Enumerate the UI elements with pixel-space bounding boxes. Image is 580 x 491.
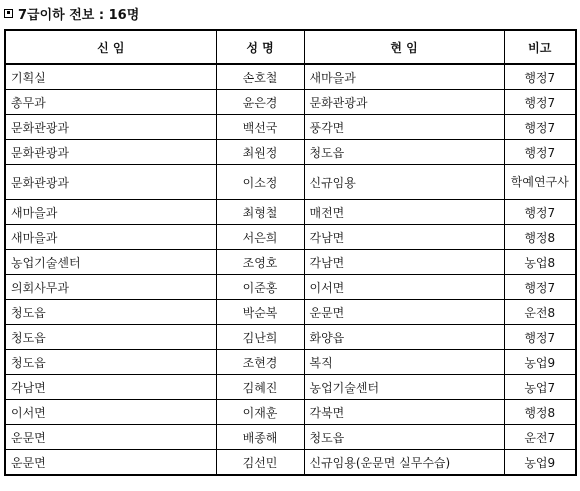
cell-name: 김선민 bbox=[216, 450, 304, 476]
table-row bbox=[5, 400, 576, 425]
cell-new-post: 새마을과 bbox=[5, 225, 216, 250]
cell-current-post: 신규임용 bbox=[304, 165, 504, 200]
cell-new-post: 청도읍 bbox=[5, 300, 216, 325]
cell-note: 운전7 bbox=[504, 425, 576, 450]
cell-new-post: 의회사무과 bbox=[5, 275, 216, 300]
cell-note: 행정7 bbox=[504, 64, 576, 90]
cell-note: 농업8 bbox=[504, 250, 576, 275]
cell-current-post: 농업기술센터 bbox=[304, 375, 504, 400]
cell-current-post: 새마을과 bbox=[304, 64, 504, 90]
cell-new-post: 운문면 bbox=[5, 450, 216, 476]
table-header-row bbox=[5, 30, 576, 64]
table-row bbox=[5, 165, 576, 200]
table-row bbox=[5, 200, 576, 225]
section-heading bbox=[4, 4, 139, 22]
table-row bbox=[5, 90, 576, 115]
cell-name: 최형철 bbox=[216, 200, 304, 225]
cell-note: 행정7 bbox=[504, 140, 576, 165]
cell-new-post: 농업기술센터 bbox=[5, 250, 216, 275]
table-row bbox=[5, 225, 576, 250]
cell-name: 이재훈 bbox=[216, 400, 304, 425]
cell-current-post: 이서면 bbox=[304, 275, 504, 300]
cell-current-post: 각남면 bbox=[304, 250, 504, 275]
cell-note: 행정7 bbox=[504, 200, 576, 225]
cell-current-post: 복직 bbox=[304, 350, 504, 375]
cell-name: 백선국 bbox=[216, 115, 304, 140]
cell-name: 김혜진 bbox=[216, 375, 304, 400]
cell-note: 학예연구사 bbox=[504, 165, 576, 200]
cell-note: 운전8 bbox=[504, 300, 576, 325]
cell-new-post: 문화관광과 bbox=[5, 115, 216, 140]
transfer-table bbox=[4, 29, 577, 476]
cell-new-post: 운문면 bbox=[5, 425, 216, 450]
table-row bbox=[5, 275, 576, 300]
cell-current-post: 매전면 bbox=[304, 200, 504, 225]
cell-name: 배종해 bbox=[216, 425, 304, 450]
cell-name: 최원정 bbox=[216, 140, 304, 165]
cell-new-post: 새마을과 bbox=[5, 200, 216, 225]
cell-note: 행정7 bbox=[504, 115, 576, 140]
cell-note: 농업7 bbox=[504, 375, 576, 400]
cell-name: 윤은경 bbox=[216, 90, 304, 115]
header-note: 비고 bbox=[504, 30, 576, 64]
cell-new-post: 총무과 bbox=[5, 90, 216, 115]
cell-name: 서은희 bbox=[216, 225, 304, 250]
cell-note: 농업9 bbox=[504, 350, 576, 375]
cell-current-post: 풍각면 bbox=[304, 115, 504, 140]
header-new-post: 신 임 bbox=[5, 30, 216, 64]
table-row bbox=[5, 140, 576, 165]
cell-name: 조현경 bbox=[216, 350, 304, 375]
table-row bbox=[5, 450, 576, 476]
cell-current-post: 문화관광과 bbox=[304, 90, 504, 115]
cell-note: 행정8 bbox=[504, 225, 576, 250]
cell-note: 행정7 bbox=[504, 325, 576, 350]
table-row bbox=[5, 64, 576, 90]
cell-name: 손호철 bbox=[216, 64, 304, 90]
table-row bbox=[5, 250, 576, 275]
header-current-post: 현 임 bbox=[304, 30, 504, 64]
cell-new-post: 이서면 bbox=[5, 400, 216, 425]
cell-current-post: 각북면 bbox=[304, 400, 504, 425]
table-row bbox=[5, 300, 576, 325]
cell-name: 이소정 bbox=[216, 165, 304, 200]
cell-new-post: 각남면 bbox=[5, 375, 216, 400]
cell-new-post: 문화관광과 bbox=[5, 165, 216, 200]
table-row bbox=[5, 325, 576, 350]
cell-current-post: 신규임용(운문면 실무수습) bbox=[304, 450, 504, 476]
cell-current-post: 청도읍 bbox=[304, 425, 504, 450]
table-row bbox=[5, 425, 576, 450]
square-bullet-icon bbox=[4, 9, 13, 18]
cell-note: 농업9 bbox=[504, 450, 576, 476]
cell-name: 조영호 bbox=[216, 250, 304, 275]
cell-current-post: 청도읍 bbox=[304, 140, 504, 165]
cell-name: 이준홍 bbox=[216, 275, 304, 300]
cell-note: 행정7 bbox=[504, 275, 576, 300]
cell-new-post: 청도읍 bbox=[5, 325, 216, 350]
cell-current-post: 각남면 bbox=[304, 225, 504, 250]
cell-current-post: 화양읍 bbox=[304, 325, 504, 350]
table-row bbox=[5, 350, 576, 375]
cell-new-post: 문화관광과 bbox=[5, 140, 216, 165]
table-row bbox=[5, 375, 576, 400]
cell-new-post: 청도읍 bbox=[5, 350, 216, 375]
cell-name: 박순복 bbox=[216, 300, 304, 325]
cell-note: 행정8 bbox=[504, 400, 576, 425]
cell-name: 김난희 bbox=[216, 325, 304, 350]
header-name: 성 명 bbox=[216, 30, 304, 64]
section-heading-text: 7급이하 전보 : 16명 bbox=[18, 7, 140, 23]
cell-current-post: 운문면 bbox=[304, 300, 504, 325]
table-row bbox=[5, 115, 576, 140]
cell-new-post: 기획실 bbox=[5, 64, 216, 90]
cell-note: 행정7 bbox=[504, 90, 576, 115]
